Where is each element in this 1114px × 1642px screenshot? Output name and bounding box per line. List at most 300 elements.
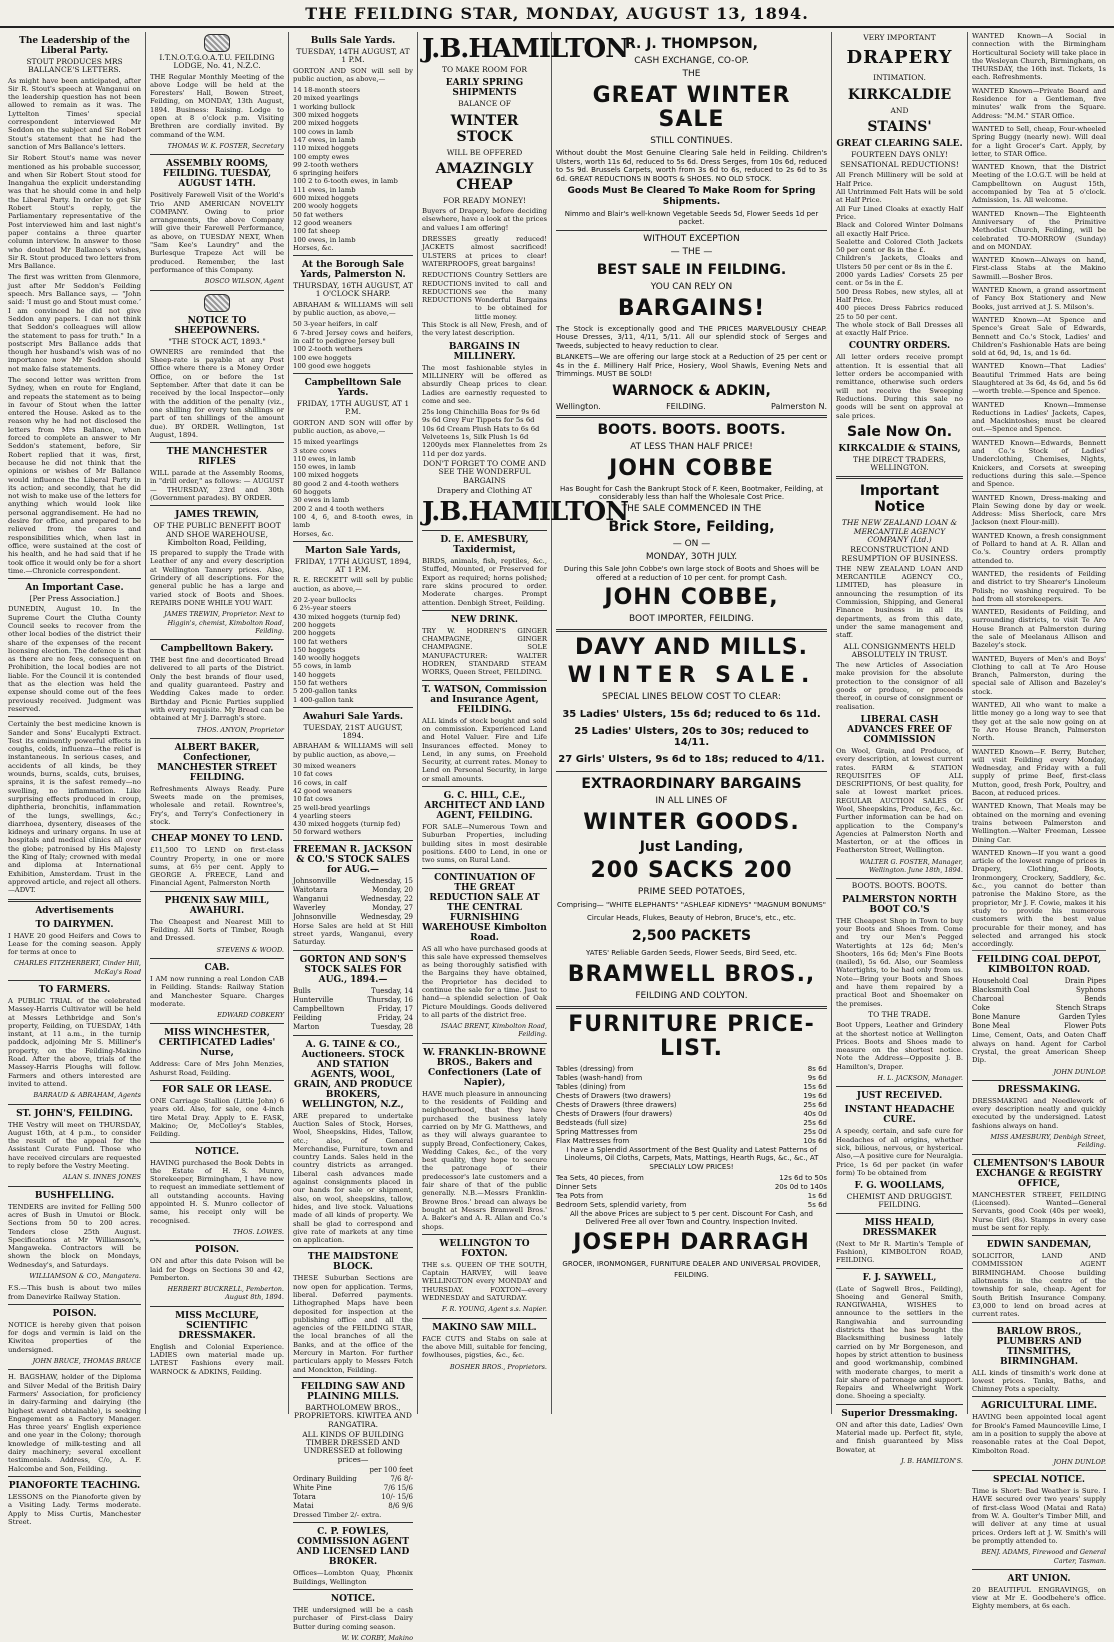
list-item: 200 mixed hoggets [293, 119, 359, 128]
ad-title-miss-heald: MISS HEALD, DRESSMAKER [862, 1217, 937, 1238]
stock-list [293, 762, 413, 837]
list-item: 55 cows, in lamb [293, 662, 352, 671]
table-row [556, 1192, 827, 1201]
list-item: 100 good ewe hoggets [293, 361, 371, 370]
ad-line: TO THE TRADE. [868, 1009, 931, 1019]
packets-headline: 2,500 PACKETS [631, 928, 752, 945]
wanted-ad: WANTED Known—That Ladies' Beautiful Trimmed Hats are being Slaughtered at 3s 6d, 4s 6d, and 5s 6d—worth treble.—Spence and Spence. [972, 362, 1106, 398]
ad-line: FOURTEEN DAYS ONLY! [851, 149, 948, 159]
section-title-advertisements: Advertisements [35, 905, 114, 916]
list-item: Horses, &c. [293, 243, 334, 252]
table-cell: Wanganui [293, 894, 329, 903]
ad-title-reduction-sale: CONTINUATION OF THE GREAT REDUCTION SALE AT THE CENTRAL FURNISHING WAREHOUSE Kimbolton Road. [422, 872, 547, 943]
table-cell: 40s 0d [803, 1110, 827, 1119]
ad-signature: H. L. JACKSON, Manager. [877, 1074, 963, 1083]
ad-signature: MISS AMESBURY, Denbigh Street, Feilding. [990, 1133, 1106, 1150]
ad-body: Address: Care of Mrs John Menzies, Ashurst Road, Feilding. [150, 1060, 284, 1077]
table-cell: 19s 6d [803, 1092, 827, 1101]
table-cell: Johnsonville [293, 876, 337, 885]
table-row [556, 1137, 827, 1146]
list-item: 4 yearling steers [293, 811, 351, 820]
ad-title-cheap-money: CHEAP MONEY TO LEND. [151, 834, 283, 845]
table-cell: Bedroom Sets, splendid variety, from [556, 1200, 687, 1209]
divider [8, 899, 141, 902]
ad-signature: BENJ. ADAMS, Firewood and General Carter, Tasman. [981, 1548, 1106, 1565]
ad-title-nurse: MISS WINCHESTER, CERTIFICATED Ladies' Nurse, [158, 1028, 276, 1059]
eucalypti-ad: Certainly the best medicine known is Sander and Sons' Eucalypti Extract. Test its eminently powerful effects in coughs, colds, influenza—the relief is instantaneous. In serious cases, and accidents of all kinds, be they wounds, burns, scalds, cuts, bruises, sprains, it is the safest remedy—no swelling, no inflammation. Like surprising effects produced in croup, diphtheria, bronchitis, inflammation of the lungs, swellings, &c.; diarrhoea, dysentery, diseases of the kidneys and urinary organs. In use at hospitals and medical clinics all over the globe; patronised by His Majesty the King of Italy; crowned with medal and diploma at International Exhibition, Amsterdam. Trust in the approved article, and reject all others.—ADVT. [8, 720, 141, 895]
divider [836, 1213, 963, 1214]
ad-body: A PUBLIC TRIAL of the celebrated Massey-Harris Cultivator will be held at Messrs Lethbridge and Son's property, Feilding, on TUESDAY, 14th instant, at 11 a.m., in the turnip paddock, adjoining Mr S. Milliner's property, on the Feilding-Makino Road. After the above, trials of the Massey-Harris Ploughs will follow. Farmers and others interested are invited to attend. [8, 996, 141, 1088]
list-item: 100 4, 6, and 8-tooth ewes, in lamb [293, 512, 413, 530]
ad-body: THE Vestry will meet on THURSDAY, August 16th, at 4 p.m., to consider the result of the appeal for the Assistant Curate Fund. Those who have received circulars are requested to reply before the Vestry Meeting. [8, 1120, 141, 1171]
ad-title-albert-baker: ALBERT BAKER, Confectioner, MANCHESTER STREET FEILDING. [157, 742, 277, 783]
ad-signature: JAMES TREWIN, Proprietor. Next to Higgin's, chemist, Kimbolton Road, Feilding. [164, 610, 284, 635]
ad-body: THESE Suburban Sections are now open for application. Terms, liberal. Deferred payments. Lithographed Maps have been deposited for inspection at the publishing office and all the agencies of the FEILDING STAR, the local branches of all the Banks, and at the office of the Mercury in Marton. For further particulars apply to Messrs Fetch and Monckton, Feilding. [293, 1274, 413, 1374]
ad-signature: ALAN S. INNES JONES [63, 1173, 141, 1182]
table-cell: Tables (dining) from [556, 1083, 626, 1092]
ad-body: The Cheapest and Nearest Mill to Feilding. All Sorts of Timber, Rough and Dressed. [150, 917, 284, 943]
list-item: 12 good weaners [293, 218, 352, 227]
table-row [293, 1502, 413, 1511]
table-cell: 7/6 8/- [390, 1475, 413, 1484]
table-row [556, 1174, 827, 1183]
divider [293, 1247, 413, 1248]
wanted-ad: WANTED, All who want to make a little money go a long way to see that they get at the sale now going on at Te Aro House Branch, Palmerston North. [972, 701, 1106, 745]
table-cell: Stench Straps [1055, 1004, 1106, 1013]
table-cell: Waverley [293, 903, 326, 912]
sale-title-campbelltown: Campbelltown Sale Yards. [304, 378, 402, 399]
list-item: Children's Jackets, Cloaks and Ulsters 50 per cent or 8s in the £. [836, 254, 963, 271]
ad-title-dressmaking: Superior Dressmaking. [841, 1408, 958, 1419]
timber-price-table [293, 1466, 413, 1511]
ad-line: KIRKCALDIE & STAINS, [838, 443, 961, 454]
table-cell: Campbelltown [293, 1004, 345, 1013]
table-cell: 15s 6d [803, 1083, 827, 1092]
sale-intro: ABRAHAM & WILLIAMS will sell by public auction, as above,— [293, 300, 413, 318]
ad-body: Buyers of Drapery, before deciding elsewhere, have a look at the prices and values I am offering! [422, 207, 547, 232]
ad-signature: THOS. ANYON, Proprietor [196, 725, 284, 734]
list-item: 99 2-tooth wethers [293, 160, 359, 169]
table-cell: Marton [293, 1022, 320, 1031]
divider [972, 1470, 1106, 1471]
best-sale: BEST SALE IN FEILDING. [596, 261, 787, 278]
divider [8, 1186, 141, 1187]
divider [422, 530, 547, 531]
winter-sale: WINTER SALE. [567, 663, 816, 689]
ad-line: GREAT CLEARING SALE. [836, 138, 963, 149]
list-item: 400 pieces Dress Fabrics reduced 25 to 50 per cent. [836, 304, 963, 321]
ad-signature: WILLIAMSON & CO., Mangatera. [29, 1272, 141, 1280]
table-cell: Syphons [1075, 986, 1106, 995]
list-item: 600 mixed hoggets [293, 194, 359, 203]
ad-title-taine: A. G. TAINE & CO., Auctioneers. STOCK AND STATION AGENTS, WOOL, GRAIN, AND PRODUCE BROKERS, WELLINGTON, N.Z., [293, 1039, 413, 1110]
ad-body: THE best fine and decorticated Bread delivered to all parts of the District. Only the best brands of flour used, and quality guaranteed. Pastry and Wedding Cakes made to order. Birthday and Picnic Parties supplied with every requisite. My Bread can be obtained at Mr J. Darragh's store. [150, 656, 284, 723]
ad-body: (Late of Sagwell Bros., Feilding), Shoeing and General Smith, RANGIWAHIA, WISHES to announce to the settlers in the Rangiwahia and surrounding districts that he has bought the Blacksmithing business lately carried on by Mr Borgeneson, and hopes by strict attention to business and good workmanship, combined with moderate charges, to merit a fair share of patronage and support. Repairs and Wheelwright Work done. Shoeing a specialty. [836, 1284, 963, 1401]
ad-title-boot-co: PALMERSTON NORTH BOOT CO.'S [842, 894, 957, 915]
table-row [556, 1183, 827, 1192]
divider [8, 578, 141, 579]
bargain-items [422, 408, 547, 458]
newspaper-page [4, 32, 1110, 1642]
column-3 [289, 32, 418, 1642]
extraordinary-bargains: EXTRAORDINARY BARGAINS [581, 776, 802, 793]
ad-title-dressmaker: MISS McCLURE, SCIENTIFIC DRESSMAKER. [175, 1310, 259, 1341]
table-cell: 12s 6d to 50s [779, 1173, 827, 1182]
ad-title-for-sale-lease: FOR SALE OR LEASE. [162, 1085, 272, 1096]
divider [8, 1369, 141, 1370]
ad-body: ON and after this date Poison will be laid for Dogs on Sections 30 and 42, Pemberton. [150, 1257, 284, 1282]
sale-title-borough: At the Borough Sale Yards, Palmerston N. [300, 260, 406, 281]
ad-signature: JOHN DUNLOP. [1053, 1457, 1106, 1466]
divider [8, 1104, 141, 1105]
ad-line: AT LESS THAN HALF PRICE! [630, 441, 753, 452]
ad-body: A speedy, certain, and safe cure for Headaches of all origins, whether sick, bilious, nervous, or hysterical. Also,—A positive cure for Neuralgia. Price, 1s 6d per packet (in wafer form) To be obtained from [836, 1127, 963, 1177]
ad-body: MANCHESTER STREET, FEILDING (Licensed). Wanted—General Servants, good Cook (40s per week), Nurse Girl (8s). Stamps in every case must be sent for reply. [972, 1190, 1106, 1232]
sale-title-bulls: Bulls Sale Yards. [310, 36, 396, 46]
ad-body: TENDERS are invited for Felling 500 acres of Bush in Umutoi or Block. Sections from 50 to 200 acres. Tenders close 25th August. Specifications at Mr Williamson's, Mangaweka. Contractors will be shown the block on Mondays, Wednesday's, and Saturdays. [8, 1202, 141, 1269]
divider [293, 1377, 413, 1378]
ad-line: CHEMIST AND DRUGGIST. FEILDING. [846, 1192, 953, 1210]
list-item: REDUCTIONS [422, 271, 472, 280]
davy-and-mills: DAVY AND MILLS. [574, 635, 809, 661]
ad-title-makino-mill: MAKINO SAW MILL. [432, 1322, 537, 1333]
list-item: 1200yds mex Flannelettes from 2s 11d per doz yards. [422, 441, 547, 458]
ad-line: BALANCE OF [458, 99, 511, 109]
table-row [556, 1074, 827, 1083]
ad-subtitle: BARTHOLOMEW BROS., PROPRIETORS. KIWITEA AND RANGATIRA. [294, 1402, 412, 1429]
divider [293, 373, 413, 374]
divider [8, 716, 141, 717]
table-cell: Wednesday, 22 [360, 894, 413, 903]
list-item: Black and Colored Winter Dolmans all exactly Half Price. [836, 221, 963, 238]
list-item: 25 well-bred yearlings [293, 803, 371, 812]
ad-line: Goods Must Be Cleared To Make Room for Spring Shipments. [567, 186, 816, 207]
divider [836, 1268, 963, 1269]
ad-body: HAVING purchased the Book Debts in the Estate of H. S. Munro, Storekeeper, Birmingham, I have now to request an immediate settlement of all outstanding accounts. Having appointed H. S. Munro collector of same, his receipt only will be recognised. [150, 1158, 284, 1225]
wanted-ad: WANTED Known—The Eighteenth Anniversary of the Primitive Methodist Church, Feilding, will be celebrated TO-MORROW (Sunday) and on MONDAY. [972, 210, 1106, 254]
column-1 [4, 32, 146, 1526]
ad-body: ALL kinds of tinsmith's work done at lowest prices. Tanks, Baths, and Chimney Pots a specialty. [972, 1368, 1106, 1394]
ad-title-taxidermist: D. E. AMESBURY, Taxidermist, [440, 535, 529, 556]
ad-body: THE s.s. QUEEN OF THE SOUTH, Captain HARVEY, will leave WELLINGTON every MONDAY and THURSDAY. FOXTON—every WEDNESDAY and SATURDAY. [422, 1260, 547, 1303]
divider [150, 505, 284, 506]
divider [8, 1304, 141, 1305]
table-cell: Feilding [293, 1013, 322, 1022]
divider [972, 1322, 1106, 1323]
article-subtitle: STOUT PRODUCES MRS BALLANCE'S LETTERS. [26, 57, 123, 75]
sale-intro: GORTON AND SON will sell by public auction, as above,— [293, 66, 413, 83]
table-row [556, 1065, 827, 1074]
ad-title-maidstone: THE MAIDSTONE BLOCK. [307, 1252, 399, 1273]
column-7 [968, 32, 1110, 1611]
table-cell: 25s 6d [803, 1101, 827, 1110]
sale-date: FRIDAY, 17TH AUGUST, AT 1 P.M. [296, 399, 410, 417]
bramwell-bros: BRAMWELL BROS., [567, 962, 816, 988]
sale-now-on: Sale Now On. [846, 423, 953, 440]
crest-icon [204, 294, 230, 312]
ad-title-notice: NOTICE. [330, 1593, 376, 1604]
ad-line: EARLY SPRING SHIPMENTS [445, 78, 524, 99]
divider [293, 255, 413, 256]
ad-line: DON'T FORGET TO COME AND SEE THE WONDERFUL BARGAINS [423, 458, 546, 485]
ad-signature: BOSCO WILSON, Agent [204, 277, 284, 286]
list-item: 20 mixed yearlings [293, 94, 359, 103]
ad-title-cab: CAB. [204, 962, 230, 973]
ad-subtitle: OF THE PUBLIC BENEFIT BOOT AND SHOE WAREHOUSE, Kimbolton Road, Feilding, [153, 521, 281, 547]
ad-title-woollams: F. G. WOOLLAMS, [854, 1181, 945, 1192]
hamilton-logo: J.B.HAMILTON [422, 34, 628, 64]
wanted-ad: WANTED Known, That Meals may be obtained on the morning and evening trains between Palmerston and Wellington.—Walter Freeman, Lessee Dining Car. [972, 802, 1106, 846]
ad-line: THE DIRECT TRADERS, WELLINGTON. [852, 454, 947, 473]
list-item: 30 mixed weaners [293, 762, 356, 771]
ad-signature: BARRAUD & ABRAHAM, Agents [33, 1091, 141, 1100]
ad-title-barlow: BARLOW BROS., PLUMBERS AND TINSMITHS, BIRMINGHAM. [996, 1326, 1082, 1367]
reduction-lines [836, 171, 963, 337]
ad-line: THE NEW ZEALAND LOAN & MERCANTILE AGENCY COMPANY (Ltd.) [841, 518, 958, 544]
list-item: 100 fat wethers [293, 637, 348, 646]
wanted-ad: WANTED Known, that the District Meeting of the I.O.G.T. will be held at Campbelltown on August 15th, accompanied by Tea at 5 o'clock. Admission, 1s. All welcome. [972, 163, 1106, 207]
ad-body: All the above Prices are subject to 5 per cent. Discount For Cash, and Delivered Free all over Town and Country. Inspection Invited. [570, 1209, 813, 1227]
list-item: 5 200-gallon tanks [293, 687, 357, 696]
ad-title-dairymen: TO DAIRYMEN. [35, 919, 114, 930]
list-item: All French Millinery will be sold at Half Price. [836, 171, 963, 188]
table-cell: Tables (dressing) from [556, 1065, 634, 1074]
divider [972, 1080, 1106, 1081]
location: Palmerston N. [771, 401, 827, 411]
divider [150, 1240, 284, 1241]
article-paragraph: As might have been anticipated, after Sir R. Stout's speech at Wanganui on the leadership question has not been allowed to remain as it was. The Lyttelton Times' special correspondent interviewed Mr Seddon on the subject and Sir Robert Stout's statement that he had the sanction of Mrs Ballance's letters. [8, 76, 141, 151]
reductions-text: Country Settlers are invited to call and see the many Wonderful Bargains to be obtained for little money. [474, 271, 547, 321]
ad-line: SPECIAL LINES BELOW COST TO CLEAR: [602, 692, 781, 703]
list-item: 430 mixed hoggets (turnip fed) [293, 612, 401, 621]
table-cell: 10s 6d [803, 1137, 827, 1146]
list-item: 20 2-year bullocks [293, 596, 357, 605]
list-item: 111 ewes, in lamb [293, 185, 356, 194]
list-item: 110 ewes, in lamb [293, 454, 356, 463]
table-cell: Tables (wash-hand) from [556, 1074, 643, 1083]
ad-body: ON and after this date, Ladies' Own Material made up. Perfect fit, style, and finish guaranteed by Miss Bowater, at [836, 1420, 963, 1454]
wanted-ad: WANTED Known—F. Berry, Butcher, will visit Feilding every Monday, Wednesday, and Friday with a full supply of prime Beef, first-class Mutton, good, fresh Pork, Poultry, and Bacon, at reduced prices. [972, 748, 1106, 801]
table-row [293, 913, 413, 922]
ad-body: FOR SALE—Numerous Town and Suburban Properties, including building sites in most desirable positions. £400 to Lend, in one or two sums, on Rural Land. [422, 823, 547, 865]
ad-body: I AM now running a real London CAB in Feilding. Stands: Railway Station and Manchester Square. Charges moderate. [150, 974, 284, 1008]
divider [150, 958, 284, 959]
reductions-block [422, 271, 547, 321]
table-row [972, 995, 1106, 1004]
wanted-ad: WANTED Known—Always on hand, First-class Stabs at the Makino Sawmill.—Bosher Bros. [972, 256, 1106, 284]
ad-line: STILL CONTINUES. [650, 136, 733, 146]
list-item: 100 ewe hoggets [293, 353, 352, 362]
ad-line: Comprising— "WHITE ELEPHANTS" "ASHLEAF KIDNEYS" "MAGNUM BONUMS" [557, 901, 826, 910]
list-item: 140 hoggets [293, 670, 336, 679]
ad-title-campbelltown-bakery: Campbelltown Bakery. [160, 644, 274, 655]
just-landing: Just Landing, [639, 839, 744, 856]
table-cell: White Pine [293, 1484, 332, 1493]
ad-title-saywell: F. J. SAYWELL, [862, 1272, 937, 1283]
list-item: 200 hoggets [293, 629, 336, 638]
furniture-price-list: FURNITURE PRICE-LIST. [568, 1012, 815, 1062]
ad-signature: THOS. LOWES. [232, 1227, 284, 1236]
ad-line: VERY IMPORTANT [863, 33, 936, 42]
list-item: 14 18-month steers [293, 86, 360, 95]
divider [422, 786, 547, 787]
sacks-headline: 200 SACKS 200 [590, 858, 793, 884]
ad-title-james-trewin: JAMES TREWIN, [175, 510, 259, 521]
great-winter-sale: GREAT WINTER SALE [592, 83, 791, 132]
ad-body: THE NEW ZEALAND LOAN AND MERCANTILE AGENCY CO., LIMITED, has pleasure in announcing the resumption of its Commission, Shipping, and General Finance business in all its departments, as from this date, under the same management and staff. [836, 564, 963, 640]
table-cell: Monday, 27 [372, 903, 413, 912]
divider [422, 680, 547, 681]
brick-store: Brick Store, Feilding, [608, 519, 775, 536]
warnock-locations [556, 403, 827, 411]
ad-subtitle: "THE STOCK ACT, 1893." [168, 336, 266, 346]
ad-line: GROCER, IRONMONGER, FURNITURE DEALER AND UNIVERSAL PROVIDER, FEILDING. [562, 1259, 821, 1279]
list-item: 50 forward wethers [293, 828, 362, 837]
ad-title-labour-exchange: CLEMENTSON'S LABOUR EXCHANGE & REGISTRY OFFICE, [973, 1158, 1105, 1189]
ad-title-st-johns: ST. JOHN'S, FEILDING. [16, 1108, 133, 1119]
ad-title-lime: AGRICULTURAL LIME. [981, 1401, 1097, 1412]
ad-title-poison: POISON. [52, 1308, 97, 1319]
sale-date: FRIDAY, 17TH AUGUST, 1894, AT 1 P.M. [294, 556, 412, 575]
table-row [293, 1014, 413, 1023]
list-item: 200 wooly hoggets [293, 202, 358, 211]
list-item: 15 mixed yearlings [293, 438, 359, 447]
table-row [293, 1023, 413, 1032]
ad-body: BLANKETS—We are offering our large stock at a Reduction of 25 per cent or 4s in the £. Millinery Half Price, Hosiery, Wool Shawls, Evening Nets and Trimmings. MUST BE SOLD! [556, 353, 827, 379]
list-item: 50 3-year heifers, in calf [293, 320, 378, 329]
warnock-adkin: WARNOCK & ADKIN, [612, 382, 771, 399]
list-item: 100 2 to 6-tooth ewes, in lamb [293, 177, 398, 186]
list-item: REDUCTIONS [422, 287, 472, 296]
ad-signature: W. W. CORBY, Makino [341, 1633, 413, 1642]
list-item: 100 mixed hoggets [293, 471, 359, 480]
john-cobbe: JOHN COBBE [609, 455, 774, 481]
list-item: 6 2½-year steers [293, 604, 352, 613]
ad-signature: WALTER G. FOSTER, Manager, Wellington. June 18th, 1894. [859, 857, 963, 875]
article-paragraph: The second letter was written from Sydney, when en route for England, and repeats the statement as to being in favour of Stout when the latter entered the House. Asked as to the reason why he had not disclosed the letters from Mrs Ballance, when forced to complete an answer to Mr Seddon's statement, before, Sir Robert replied that it was, first, because he did not think that the opinions or wishes of Mr Ballance would influence the Liberal Party in its action; and secondly, that he did not wish to make use of the letters for anything which would look like personal aggrandisement. He had no desire for office, and prepared to be relieved from the cares and responsibilities which, when last in office, were sustained at the cost of his health, and he had said that if he took office it would only be for a short time.—Chronicle correspondent. [8, 375, 141, 575]
ad-line: ALL CONSIGNMENTS HELD ABSOLUTELY IN TRUST. [843, 641, 956, 659]
ad-body: HAVING been appointed local agent for Brook's Famed Maunceville Lime, I am in a position to supply the above at reasonable rates at the Coal Depot, Kimbolton Road. [972, 1413, 1106, 1455]
ad-signature: J. B. HAMILTON'S. [901, 1456, 963, 1465]
ad-signature: JOHN BRUCE, THOMAS BRUCE [32, 1357, 141, 1366]
ad-body: H. BAGSHAW, holder of the Diploma and Silver Medal of the British Dairy Farmers' Association, for proficiency in dairy-farming and dairying (the highest award obtainable), is seeking Engagement as a Factory Manager. Has three years' English experience and one year in the Colony; thorough knowledge of milk-testing and all dairy machinery; several excellent testimonials. Address, C/o, A. F. Halcombe and Son, Feilding. [8, 1373, 141, 1473]
table-row [293, 877, 413, 886]
ad-body: F.S.—This bush is about two miles from Danevirke Railway Station. [8, 1284, 141, 1301]
list-item: 100 2-tooth wethers [293, 345, 363, 354]
list-item: 9s 6d Grey Fur Tippets for 5s 6d [422, 416, 535, 425]
sale-intro: R. E. RECKETT will sell by public auction, as above,— [293, 576, 413, 593]
table-row [972, 977, 1106, 986]
table-row [972, 1004, 1106, 1013]
ad-body: DRESSMAKING and Needlework of every description neatly and quickly executed by the undersigned. Latest fashions always on hand. [972, 1096, 1106, 1130]
wanted-ad: WANTED, Buyers of Men's and Boys' Clothing to call at Te Aro House Branch, Palmerston, during the special sale of Allison and Bazeley's stock. [972, 655, 1106, 699]
table-cell: 25s 0d [803, 1128, 827, 1137]
ad-body: Has Bought for Cash the Bankrupt Stock of F. Keen, Bootmaker, Feilding, at considerably less than half the Wholesale Cost Price. [559, 484, 824, 502]
coal-table [972, 977, 1106, 1031]
crockery-table [556, 1174, 827, 1210]
divider [836, 476, 963, 479]
list-item: 2000 yards Ladies' Corsets 25 per cent. or 5s in the £. [836, 271, 963, 288]
ad-title-bushfelling: BUSHFELLING. [34, 1190, 115, 1201]
ad-body: LESSONS on the Pianoforte given by a Visiting Lady. Terms moderate. Apply to Miss Curtis, Manchester Street. [8, 1492, 141, 1526]
list-item: 3 store cows [293, 446, 337, 455]
table-cell: Garden Tyles [1058, 1013, 1106, 1022]
list-item: 6 7-bred Jersey cows and heifers, in calf to pedigree Jersey bull [293, 328, 413, 345]
wanted-ad: WANTED Known—Edwards, Bennett and Co.'s Stock of Ladies' Underclothing, Chemises, Nights, Knickers, and Corsets at sweeping reductions during this sale.—Spence and Spence. [972, 439, 1106, 492]
list-item: 100 fat sheep [293, 227, 340, 236]
ad-body: All letter orders receive prompt attention. It is essential that all letter orders be accompanied with remittance, otherwise such orders will not receive the Sweeping Reductions. During this sale no goods will be sent on approval at sale prices. [836, 353, 963, 420]
table-cell: Ordinary Building [293, 1475, 357, 1484]
ad-body: TRY W. HODREN'S GINGER CHAMPAGNE, GINGER CHAMPAGNE. SOLE MANUFACTURER: WALTER HODREN, STANDARD STEAM WORKS, Queen Street, FEILDING. [422, 626, 547, 677]
list-item: 430 mixed hoggets (turnip fed) [293, 820, 401, 829]
list-item: 500 Dress Robes, new styles, all at Half Price. [836, 287, 963, 304]
ad-title-saw-mills: FEILDING SAW AND PLAINING MILLS. [300, 1381, 406, 1402]
table-row [293, 987, 413, 996]
table-row [293, 1484, 413, 1493]
ad-body: Horse Sales are held at St Hill street yards, Wanganui, every Saturday. [293, 921, 413, 947]
ad-body: ALL kinds of stock bought and sold on commission. Experienced Land and Hotel Valuer. Fire and Life Insurances effected. Money to Lend, in any sums, on Freehold Security, at current rates. Money to Lend on Personal Security, in large or small amounts. [422, 716, 547, 783]
list-item: 150 fat wethers [293, 679, 348, 687]
ad-body: Boot Uppers, Leather and Grindery at the shortest notice at Wellington Prices. Boots and Shoes made to measure on the shortest notice. Note the Address—Opposite J. B. Hamilton's, Draper. [836, 1021, 963, 1071]
sale-date: TUESDAY, 21ST AUGUST, 1894. [303, 722, 403, 741]
divider [150, 290, 284, 291]
ad-title-farmers: TO FARMERS. [38, 984, 111, 995]
ad-title-manchester-rifles: THE MANCHESTER RIFLES [166, 447, 268, 468]
ad-body: English and Colonial Experience. LADIES own material made up. LATEST Fashions every mail. WARNOCK & ADKINS, Feilding. [150, 1342, 284, 1376]
wanted-ad: WANTED Known, a fresh consignment of Pollard to hand at A. R. Allan and Co.'s. Country orders promptly attended to. [972, 532, 1106, 568]
ulster-offer: 25 Ladies' Ulsters, 20s to 30s; reduced to 14/11. [574, 726, 809, 749]
ad-line: TO MAKE ROOM FOR [441, 65, 528, 74]
list-item: 1 working bullock [293, 102, 355, 111]
ad-title-new-drink: NEW DRINK. [450, 614, 518, 625]
table-cell: Wednesday, 15 [360, 876, 413, 885]
table-cell: Bone Manure [972, 1013, 1021, 1022]
list-item: 100 cows in lamb [293, 127, 354, 136]
divider [556, 230, 827, 231]
divider [556, 771, 827, 772]
divider [422, 1318, 547, 1319]
ad-body: THE Cheapest Shop in Town to buy your Boots and Shoes from. Come and try our Men's Pegged Watertights at 12s 6d; Men's Shooters, 16s 6d; Men's Fine Boots (nailed), 5s 6d. Also, our Seamless Watertights, to be had only from us. Note—Bring your Boots and Shoes and have them repaired by a practical Boot and Shoemaker on the premises. [836, 916, 963, 1008]
kirkcaldie: KIRKCALDIE [847, 86, 952, 103]
table-cell: 8/6 9/6 [388, 1502, 413, 1511]
list-item: 25s long Chinchilla Boas for 9s 6d [422, 408, 540, 417]
ad-body: FACE CUTS and Stabs on sale at the above Mill, suitable for fencing, fowlhouses, pigsties, &c., &c. [422, 1334, 547, 1360]
divider [293, 707, 413, 708]
ulster-offer: 35 Ladies' Ulsters, 15s 6d; reduced to 6s 11d. [562, 709, 821, 721]
ad-body: The new Articles of Association make provision for the absolute protection to the consignor of all goods or produce, or proceeds thereof, in course of consignment or realisation. [836, 661, 963, 711]
ad-title-headache-cure: INSTANT HEADACHE CURE. [844, 1105, 955, 1126]
table-cell: 8s 6d [807, 1065, 827, 1074]
ad-signature: F. R. YOUNG, Agent s.s. Napier. [441, 1305, 547, 1314]
ad-line: RECONSTRUCTION AND RESUMPTION OF BUSINESS. [841, 545, 958, 563]
boots-headline: BOOTS. BOOTS. BOOTS. [597, 421, 786, 438]
sale-title-awahuri: Awahuri Sale Yards. [303, 711, 403, 722]
list-item: All Untrimmed Felt Hats will be sold at Half Price. [836, 188, 963, 205]
sale-schedule [293, 877, 413, 922]
sale-date: TUESDAY, 14TH AUGUST, AT 1 P.M. [296, 47, 410, 65]
table-cell: 25s 6d [803, 1119, 827, 1128]
table-cell: Blacksmith Coal [972, 986, 1030, 995]
ad-title-art-union: ART UNION. [1007, 1573, 1071, 1584]
ulster-offer: 27 Girls' Ulsters, 9s 6d to 18s; reduced to 4/11. [558, 754, 825, 766]
table-cell: Bulls [293, 986, 311, 995]
ad-title-country-orders: COUNTRY ORDERS. [848, 341, 951, 352]
table-row [556, 1110, 827, 1119]
ad-title-lodge: I.T.N.O.T.G.O.A.T.U. FEILDING LODGE, No. 41, N.Z.C. [159, 53, 275, 71]
table-cell: Spring Mattresses from [556, 1128, 638, 1137]
ad-line: MONDAY, 30TH JULY. [645, 552, 738, 563]
ad-line: FOR READY MONEY! [442, 195, 527, 205]
